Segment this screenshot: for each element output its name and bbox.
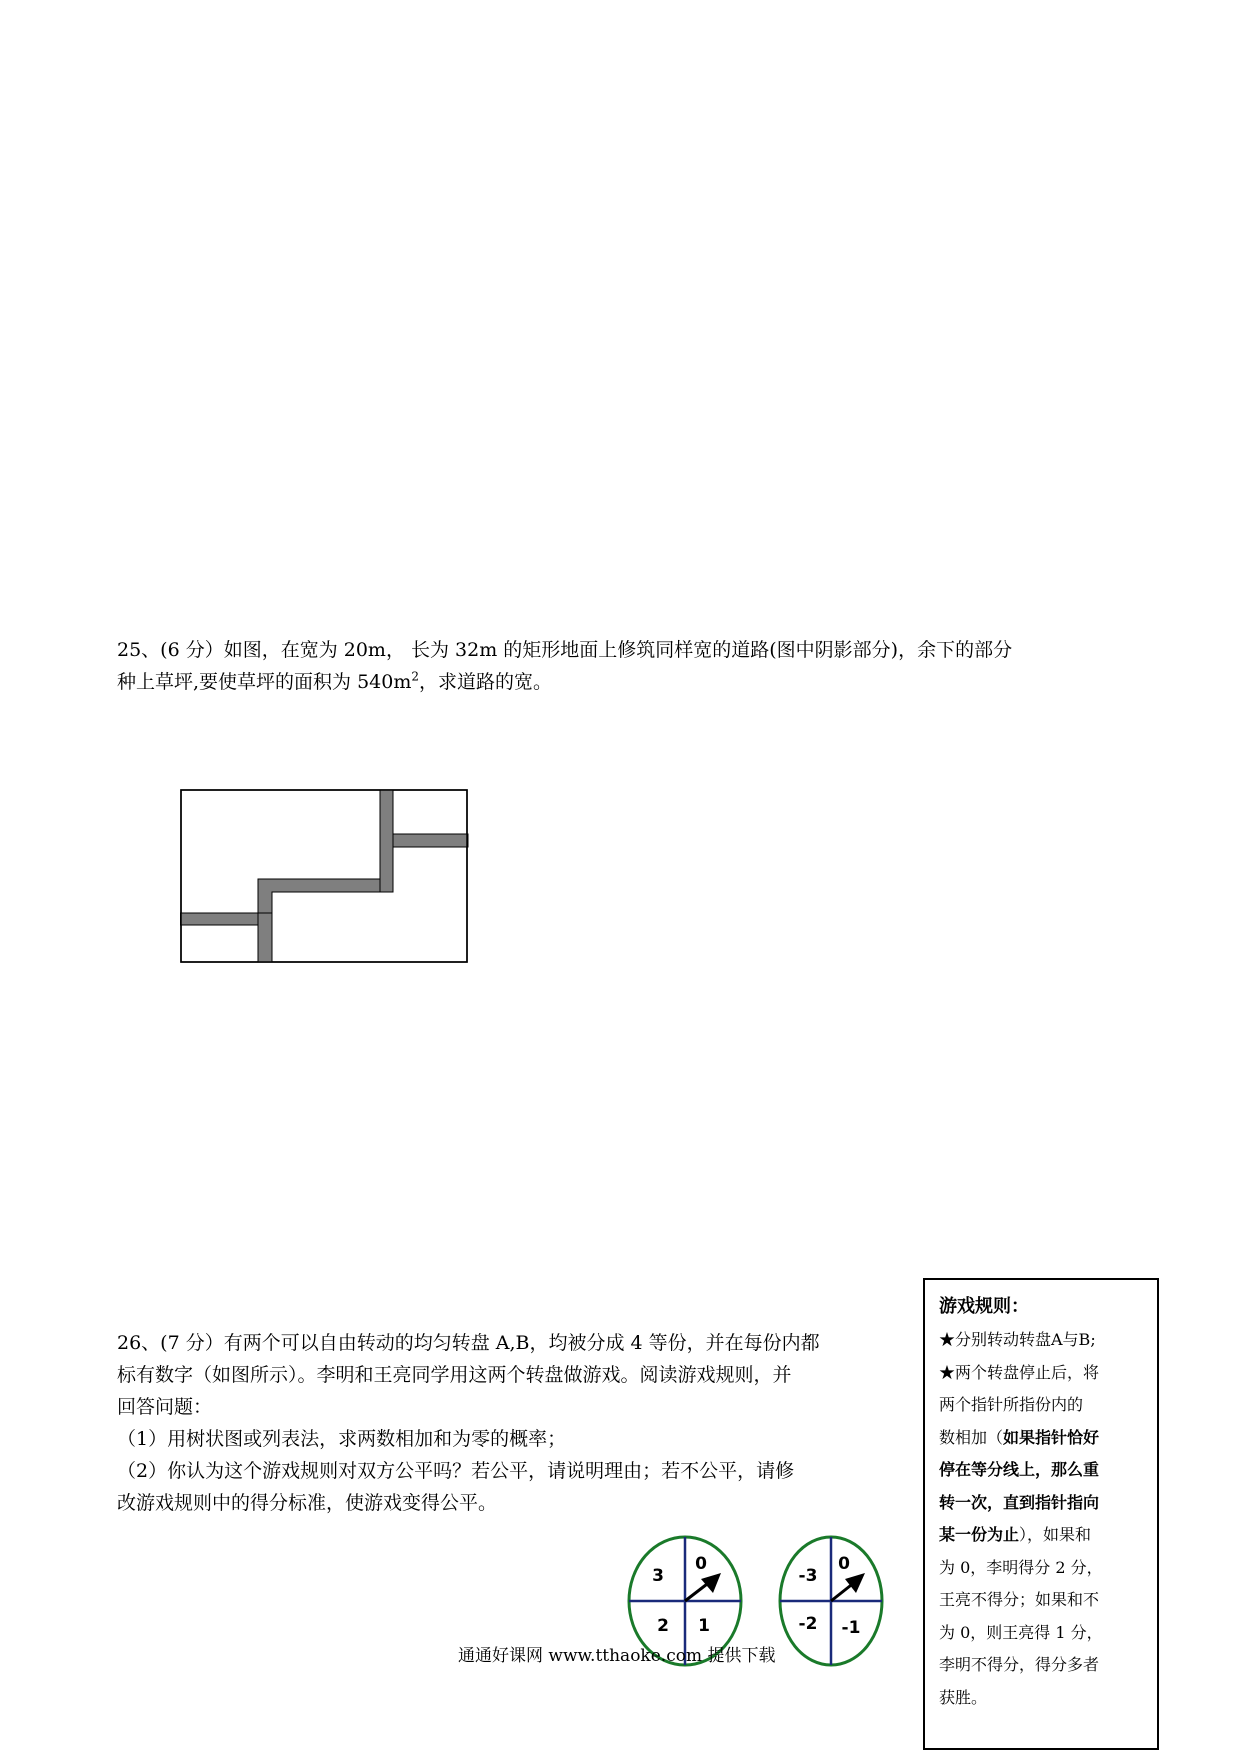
rule-line-9: 王亮不得分；如果和不 xyxy=(939,1590,1100,1609)
q26-line-2: 标有数字（如图所示）。李明和王亮同学用这两个转盘做游戏。阅读游戏规则，并 xyxy=(117,1364,792,1386)
rule-line-11: 李明不得分，得分多者 xyxy=(939,1655,1100,1674)
road-segment-right xyxy=(393,834,468,847)
spinner-b-value-top-left: -3 xyxy=(798,1566,818,1586)
rule-line-6: 转一次，直到指针指向 xyxy=(939,1492,1100,1512)
q26-line-5: （2）你认为这个游戏规则对双方公平吗？若公平，请说明理由；若不公平，请修 xyxy=(117,1460,795,1482)
road-segment-upper-vertical xyxy=(380,790,393,892)
spinner-a-value-top-right: 0 xyxy=(695,1554,707,1574)
rules-title: 游戏规则： xyxy=(939,1296,1029,1317)
spinner-a-value-top-left: 3 xyxy=(652,1566,664,1586)
q25-line-1: 25、(6 分）如图，在宽为 20m， 长为 32m 的矩形地面上修筑同样宽的道路(图中阴影部分)，余下的部分 xyxy=(117,639,1013,661)
rule-line-8: 为 0，李明得分 2 分， xyxy=(939,1557,1103,1577)
rule-line-1: ★分别转动转盘A与B; xyxy=(939,1330,1096,1349)
spinner-b-value-top-right: 0 xyxy=(838,1554,850,1574)
rectangle-road-figure xyxy=(180,789,470,965)
rule-line-7: 某一份为止），如果和 xyxy=(939,1525,1092,1544)
spinner-b-value-bottom-left: -2 xyxy=(798,1614,818,1634)
game-rules-box xyxy=(923,1278,1159,1750)
rule-line-10: 为 0，则王亮得 1 分， xyxy=(939,1622,1103,1642)
spinner-b xyxy=(776,1533,886,1669)
road-segment-left xyxy=(180,913,258,925)
rule-line-2: ★两个转盘停止后，将 xyxy=(939,1362,1100,1382)
question-25 xyxy=(117,634,1012,698)
q26-line-3: 回答问题： xyxy=(117,1396,213,1418)
footer-credit: 通通好课网 www.tthaoke.com 提供下载 xyxy=(458,1646,776,1666)
rule-line-3: 两个指针所指份内的 xyxy=(939,1395,1084,1414)
rule-line-5: 停在等分线上，那么重 xyxy=(939,1460,1100,1479)
spinner-a-value-bottom-left: 2 xyxy=(657,1616,669,1636)
spinner-b-value-bottom-right: -1 xyxy=(841,1618,861,1638)
question-26 xyxy=(117,1327,820,1519)
rule-line-4: 数相加（如果指针恰好 xyxy=(939,1427,1100,1447)
rule-line-12: 获胜。 xyxy=(939,1687,988,1707)
q26-line-1: 26、(7 分）有两个可以自由转动的均匀转盘 A,B，均被分成 4 等份，并在每份内都 xyxy=(117,1332,820,1354)
superscript-2: 2 xyxy=(411,669,420,684)
q26-line-6: 改游戏规则中的得分标准，使游戏变得公平。 xyxy=(117,1492,498,1514)
spinner-a-value-bottom-right: 1 xyxy=(698,1616,710,1636)
q26-line-4: （1）用树状图或列表法，求两数相加和为零的概率； xyxy=(117,1428,567,1450)
q25-line-2: 种上草坪,要使草坪的面积为 $540m^2$，求道路的宽。 xyxy=(117,669,553,693)
